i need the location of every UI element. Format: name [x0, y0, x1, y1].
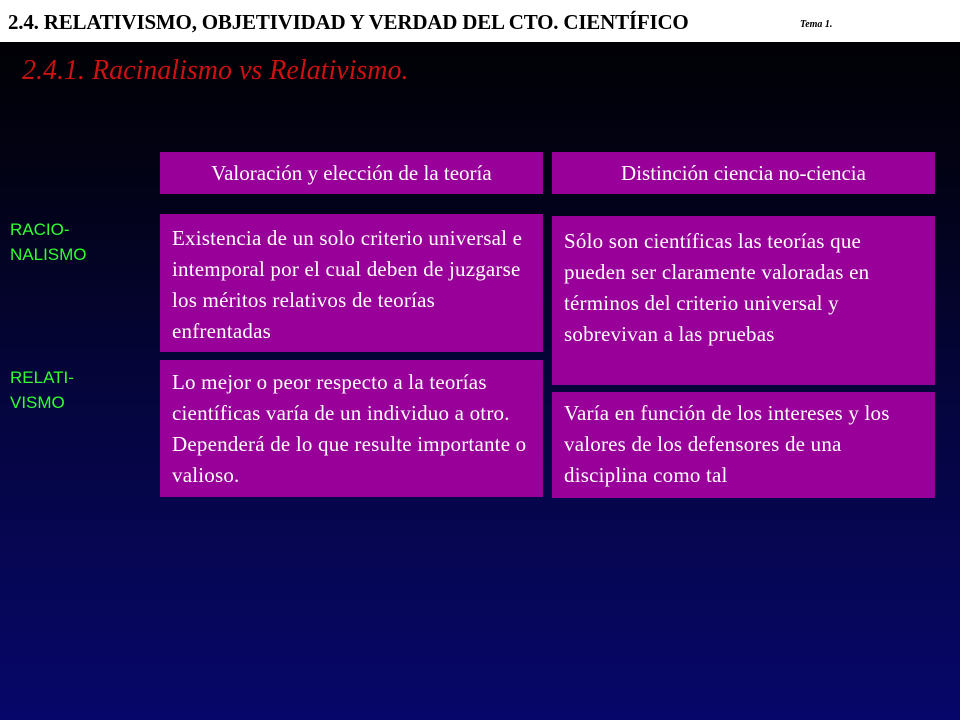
column-header-theory-evaluation: Valoración y elección de la teoría — [160, 152, 543, 194]
section-subtitle: 2.4.1. Racinalismo vs Relativismo. — [22, 55, 409, 86]
header-tag: Tema 1. — [800, 19, 833, 30]
cell-rationalism-science-demarcation: Sólo son científicas las teorías que pueden ser claramente valoradas en términos del criterio universal y sobrevivan a las pruebas — [552, 216, 935, 385]
cell-relativism-theory-evaluation: Lo mejor o peor respecto a la teorías científicas varía de un individuo a otro. Dependerá de lo que resulte importante o valioso. — [160, 360, 543, 497]
row-label-rationalism-line1: RACIO- — [10, 220, 70, 239]
row-label-rationalism-line2: NALISMO — [10, 245, 87, 264]
cell-rationalism-theory-evaluation: Existencia de un solo criterio universal e intemporal por el cual deben de juzgarse los méritos relativos de teorías enfrentadas — [160, 214, 543, 352]
header-bar — [0, 0, 960, 42]
header-title: 2.4. RELATIVISMO, OBJETIVIDAD Y VERDAD DEL CTO. CIENTÍFICO — [8, 10, 689, 34]
row-label-relativism-line1: RELATI- — [10, 368, 74, 387]
row-label-relativism — [10, 365, 74, 415]
column-header-science-demarcation: Distinción ciencia no-ciencia — [552, 152, 935, 194]
row-label-rationalism — [10, 217, 87, 267]
row-label-relativism-line2: VISMO — [10, 393, 65, 412]
cell-relativism-science-demarcation: Varía en función de los intereses y los valores de los defensores de una disciplina como tal — [552, 392, 935, 498]
